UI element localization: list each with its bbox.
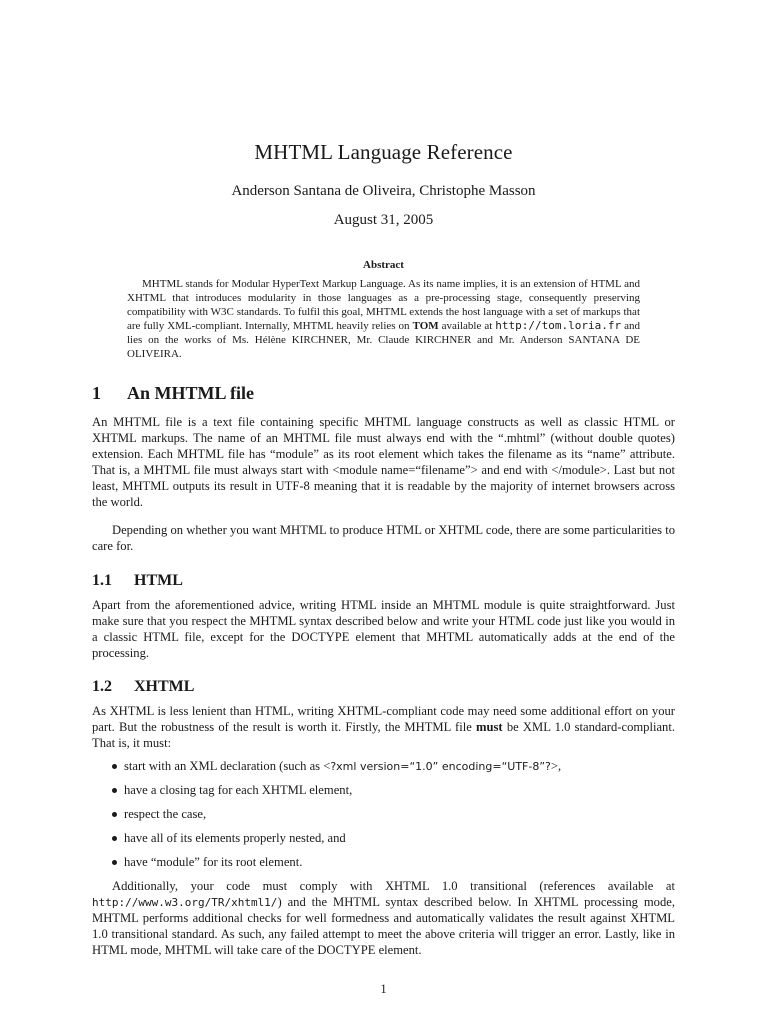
subsection-title: XHTML <box>134 678 195 695</box>
bullet-icon <box>112 764 117 769</box>
paper-authors: Anderson Santana de Oliveira, Christophe Masson <box>231 183 536 199</box>
bullet-text-b: >, <box>550 759 562 773</box>
subsection-xhtml-heading <box>92 678 194 696</box>
page-number: 1 <box>380 982 387 996</box>
subsection-html-paragraph: Apart from the aforementioned advice, writing HTML inside an MHTML module is quite straightforward. Just make sure that you respect the MHTML syntax described below and write your HTML code just like you would in a classic HTML file, except for the DOCTYPE element that MHTML automatically adds at the end of the processing. <box>92 598 675 660</box>
xhtml-para2-text-a: Additionally, your code must comply with XHTML 1.0 transitional (references available at <box>112 879 675 893</box>
subsection-number: 1.1 <box>92 572 112 589</box>
subsection-xhtml-paragraph-2 <box>92 879 675 959</box>
list-item <box>92 806 675 830</box>
xhtml-requirements-list <box>92 758 675 878</box>
xhtml-para2-text-b: ) and the MHTML syntax described below. In XHTML processing mode, MHTML performs additional checks for well formedness and automatically validates the result against XHTML 1.0 transitional standard. As such, any failed attempt to meet the above criteria will trigger an error. Lastly, like in HTML mode, MHTML will take care of the DOCTYPE element. <box>92 894 675 957</box>
w3c-url-link[interactable]: http://www.w3.org/TR/xhtml1/ <box>92 895 278 909</box>
paper-title: MHTML Language Reference <box>254 140 513 164</box>
document-page <box>92 0 675 1024</box>
abstract-text-a: MHTML stands for Modular HyperText Markup Language. As its name implies, it is an extension of HTML and XHTML that introduces modularity in those languages as a pre-processing stage, consequently preserving compatibility with W3C standards. To fulfil this goal, MHTML extends the host language with a set of markups that are fully XML-compliant. Internally, MHTML heavily relies on <box>127 278 640 333</box>
list-item <box>92 758 675 782</box>
bullet-text: respect the case, <box>124 807 207 821</box>
paper-date: August 31, 2005 <box>333 212 434 228</box>
abstract-text-c: and lies on the works of Ms. Hélène KIRCHNER, Mr. Claude KIRCHNER and Mr. Anderson SANTANA DE OLIVEIRA. <box>127 320 641 361</box>
bullet-text-a: start with an XML declaration (such as < <box>124 759 331 773</box>
section-1-paragraph-2: Depending on whether you want MHTML to produce HTML or XHTML code, there are some particularities to care for. <box>92 523 675 553</box>
xhtml-para-must: must <box>476 719 503 734</box>
list-item <box>92 854 675 878</box>
abstract-url-link[interactable]: http://tom.loria.fr <box>495 319 622 333</box>
bullet-text: have “module” for its root element. <box>124 855 303 869</box>
section-1-heading <box>92 383 254 404</box>
subsection-xhtml-paragraph-1 <box>92 704 675 752</box>
subsection-number: 1.2 <box>92 678 112 695</box>
bullet-icon <box>112 788 117 793</box>
abstract-body <box>127 277 640 362</box>
xhtml-para-text-b: be XML 1.0 standard-compliant. That is, it must: <box>92 719 675 750</box>
bullet-code: ?xml version=“1.0” encoding=“UTF-8”? <box>330 760 551 773</box>
xhtml-para-text-a: As XHTML is less lenient than HTML, writing XHTML-compliant code may need some additional effort on your part. But the robustness of the result is worth it. Firstly, the MHTML file <box>92 704 675 734</box>
bullet-icon <box>112 860 117 865</box>
abstract-text-b: available at <box>438 320 496 333</box>
section-number: 1 <box>92 383 101 403</box>
section-1-paragraph-1: An MHTML file is a text file containing specific MHTML language constructs as well as classic HTML or XHTML markups. The name of an MHTML file must always end with the “.mhtml” (without double quotes) extension. Each MHTML file has “module” as its root element which takes the filename as its “name” attribute. That is, a MHTML file must always start with <module name=“filename”> and end with </module>. Last but not least, MHTML outputs its result in UTF-8 meaning that it is readable by the majority of internet browsers across the world. <box>92 415 675 509</box>
section-title: An MHTML file <box>127 383 254 403</box>
subsection-html-heading <box>92 572 183 590</box>
bullet-icon <box>112 812 117 817</box>
abstract-heading: Abstract <box>363 259 404 271</box>
subsection-title: HTML <box>134 572 183 589</box>
bullet-text: have all of its elements properly nested, and <box>124 831 346 845</box>
bullet-text: have a closing tag for each XHTML element, <box>124 783 353 797</box>
list-item <box>92 782 675 806</box>
list-item <box>92 830 675 854</box>
bullet-icon <box>112 836 117 841</box>
abstract-tom: TOM <box>412 320 439 333</box>
